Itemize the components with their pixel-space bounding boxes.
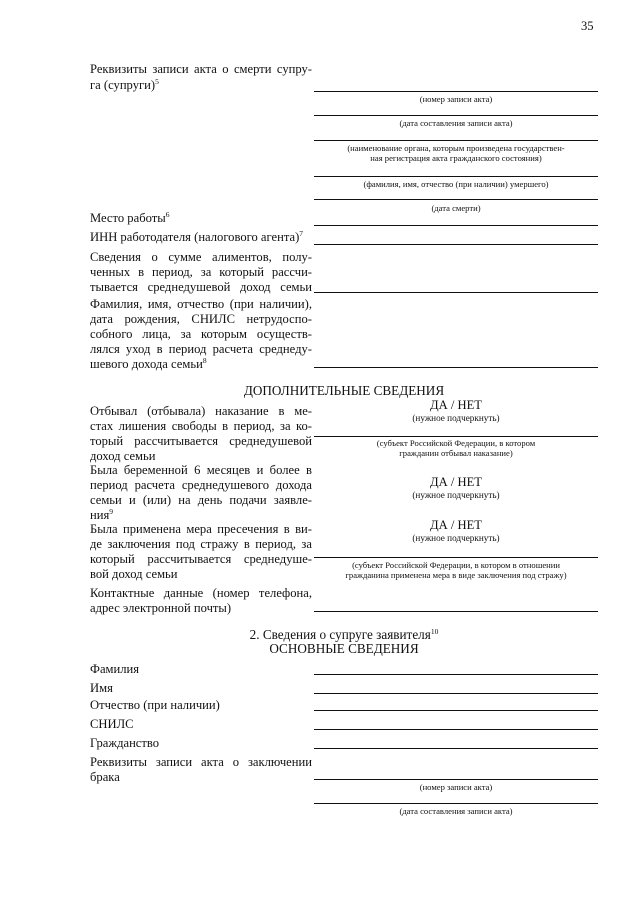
disabled-care-line1: Фамилия, имя, отчество (при наличии), (90, 297, 312, 311)
footnote-5: 5 (155, 77, 159, 86)
record-date-field[interactable] (314, 115, 598, 116)
prison-line4: доход семьи (90, 449, 156, 463)
footnote-8: 8 (202, 356, 207, 365)
employer-inn-label (90, 230, 303, 245)
custody-underline-hint: (нужное подчеркнуть) (412, 533, 500, 543)
pregnancy-line4 (90, 508, 113, 523)
employer-inn-label-text: ИНН работодателя (налогового агента) (90, 230, 300, 244)
contacts-line2: адрес электронной почты) (90, 601, 232, 615)
disabled-care-line5-text: шевого дохода семьи (90, 357, 203, 371)
alimony-line1: Сведения о сумме алиментов, полу- (90, 250, 312, 264)
custody-line2: де заключения под стражу в период, за (90, 537, 312, 551)
pregnancy-line3: семьи и (или) на день подачи заявле- (90, 493, 312, 507)
prison-line2: стах лишения свободы в период, за ко- (90, 419, 312, 433)
footnote-10: 10 (430, 627, 439, 636)
disabled-care-line2: дата рождения, СНИЛС нетрудоспо- (90, 312, 312, 326)
alimony-line3: тывается среднедушевой доход семьи (90, 280, 312, 294)
workplace-label (90, 211, 169, 226)
prison-region-field[interactable] (314, 436, 598, 437)
custody-line3: который рассчитывается среднедуше- (90, 552, 312, 566)
marriage-line2: брака (90, 770, 120, 784)
marriage-caption-record-date: (дата составления записи акта) (399, 806, 513, 816)
custody-line4: вой доход семьи (90, 567, 178, 581)
death-date-field[interactable] (314, 199, 598, 200)
pregnancy-underline-hint: (нужное подчеркнуть) (412, 490, 500, 500)
disabled-care-line4: лялся уход в период расчета среднеду- (90, 342, 312, 356)
marriage-caption-record-number: (номер записи акта) (419, 782, 493, 792)
surname-label: Фамилия (90, 662, 140, 676)
deceased-name-field[interactable] (314, 176, 598, 177)
pregnancy-line1: Была беременной 6 месяцев и более в (90, 463, 312, 477)
marriage-line1: Реквизиты записи акта о заключении (90, 755, 312, 769)
caption-authority-line2: ная регистрация акта гражданского состояния) (370, 153, 542, 163)
footnote-6: 6 (165, 210, 170, 219)
prison-underline-hint: (нужное подчеркнуть) (412, 413, 500, 423)
prison-line3: торый рассчитывается среднедушевой (90, 434, 312, 448)
snils-field[interactable] (314, 729, 598, 730)
footnote-7: 7 (299, 229, 304, 238)
pregnancy-yes-no[interactable]: ДА / НЕТ (430, 475, 482, 489)
prison-line1: Отбывал (отбывала) наказание в ме- (90, 404, 312, 418)
workplace-label-text: Место работы (90, 211, 166, 225)
spouse-section-subtitle: ОСНОВНЫЕ СВЕДЕНИЯ (269, 641, 419, 656)
spouse-death-label-text: га (супруги) (90, 78, 156, 92)
workplace-field[interactable] (314, 225, 598, 226)
contacts-line1: Контактные данные (номер телефона, (90, 586, 312, 600)
name-field[interactable] (314, 693, 598, 694)
page-number: 35 (581, 19, 594, 33)
citizenship-field[interactable] (314, 748, 598, 749)
prison-region-caption-line1: (субъект Российской Федерации, в котором (376, 438, 536, 448)
pregnancy-line2: период расчета среднедушевого дохода (90, 478, 312, 492)
caption-death-date: (дата смерти) (431, 203, 481, 213)
disabled-care-line3: собного лица, за которым осуществ- (90, 327, 312, 341)
spouse-death-label-line1: Реквизиты записи акта о смерти супру- (90, 62, 312, 76)
patronymic-label: Отчество (при наличии) (90, 698, 220, 712)
custody-region-caption-line1: (субъект Российской Федерации, в котором в отношении (352, 560, 560, 570)
custody-yes-no[interactable]: ДА / НЕТ (430, 518, 482, 532)
custody-region-caption-line2: гражданина применена мера в виде заключения под стражу) (345, 570, 567, 580)
name-label: Имя (90, 681, 113, 695)
employer-inn-field[interactable] (314, 244, 598, 245)
snils-label: СНИЛС (90, 717, 134, 731)
spouse-section-title (90, 627, 598, 642)
spouse-death-label-line2 (90, 78, 159, 93)
patronymic-field[interactable] (314, 710, 598, 711)
alimony-line2: ченных в период, за который рассчи- (90, 265, 312, 279)
prison-yes-no[interactable]: ДА / НЕТ (430, 398, 482, 412)
marriage-record-date-field[interactable] (314, 803, 598, 804)
alimony-field[interactable] (314, 292, 598, 293)
caption-deceased-name: (фамилия, имя, отчество (при наличии) умершего) (363, 179, 549, 189)
spouse-section-title-text: 2. Сведения о супруге заявителя (249, 627, 431, 642)
authority-field[interactable] (314, 140, 598, 141)
disabled-care-field[interactable] (314, 367, 598, 368)
caption-record-number: (номер записи акта) (419, 94, 493, 104)
custody-line1: Была применена мера пресечения в ви- (90, 522, 312, 536)
marriage-record-number-field[interactable] (314, 779, 598, 780)
footnote-9: 9 (109, 507, 114, 516)
record-number-field[interactable] (314, 91, 598, 92)
custody-region-field[interactable] (314, 557, 598, 558)
pregnancy-line4-text: ния (90, 508, 110, 522)
caption-authority-line1: (наименование органа, которым произведена государствен- (347, 143, 565, 153)
contacts-field[interactable] (314, 611, 598, 612)
additional-info-title: ДОПОЛНИТЕЛЬНЫЕ СВЕДЕНИЯ (243, 383, 445, 398)
caption-record-date: (дата составления записи акта) (399, 118, 513, 128)
disabled-care-line5 (90, 357, 207, 372)
surname-field[interactable] (314, 674, 598, 675)
prison-region-caption-line2: гражданин отбывал наказание) (399, 448, 513, 458)
citizenship-label: Гражданство (90, 736, 160, 750)
